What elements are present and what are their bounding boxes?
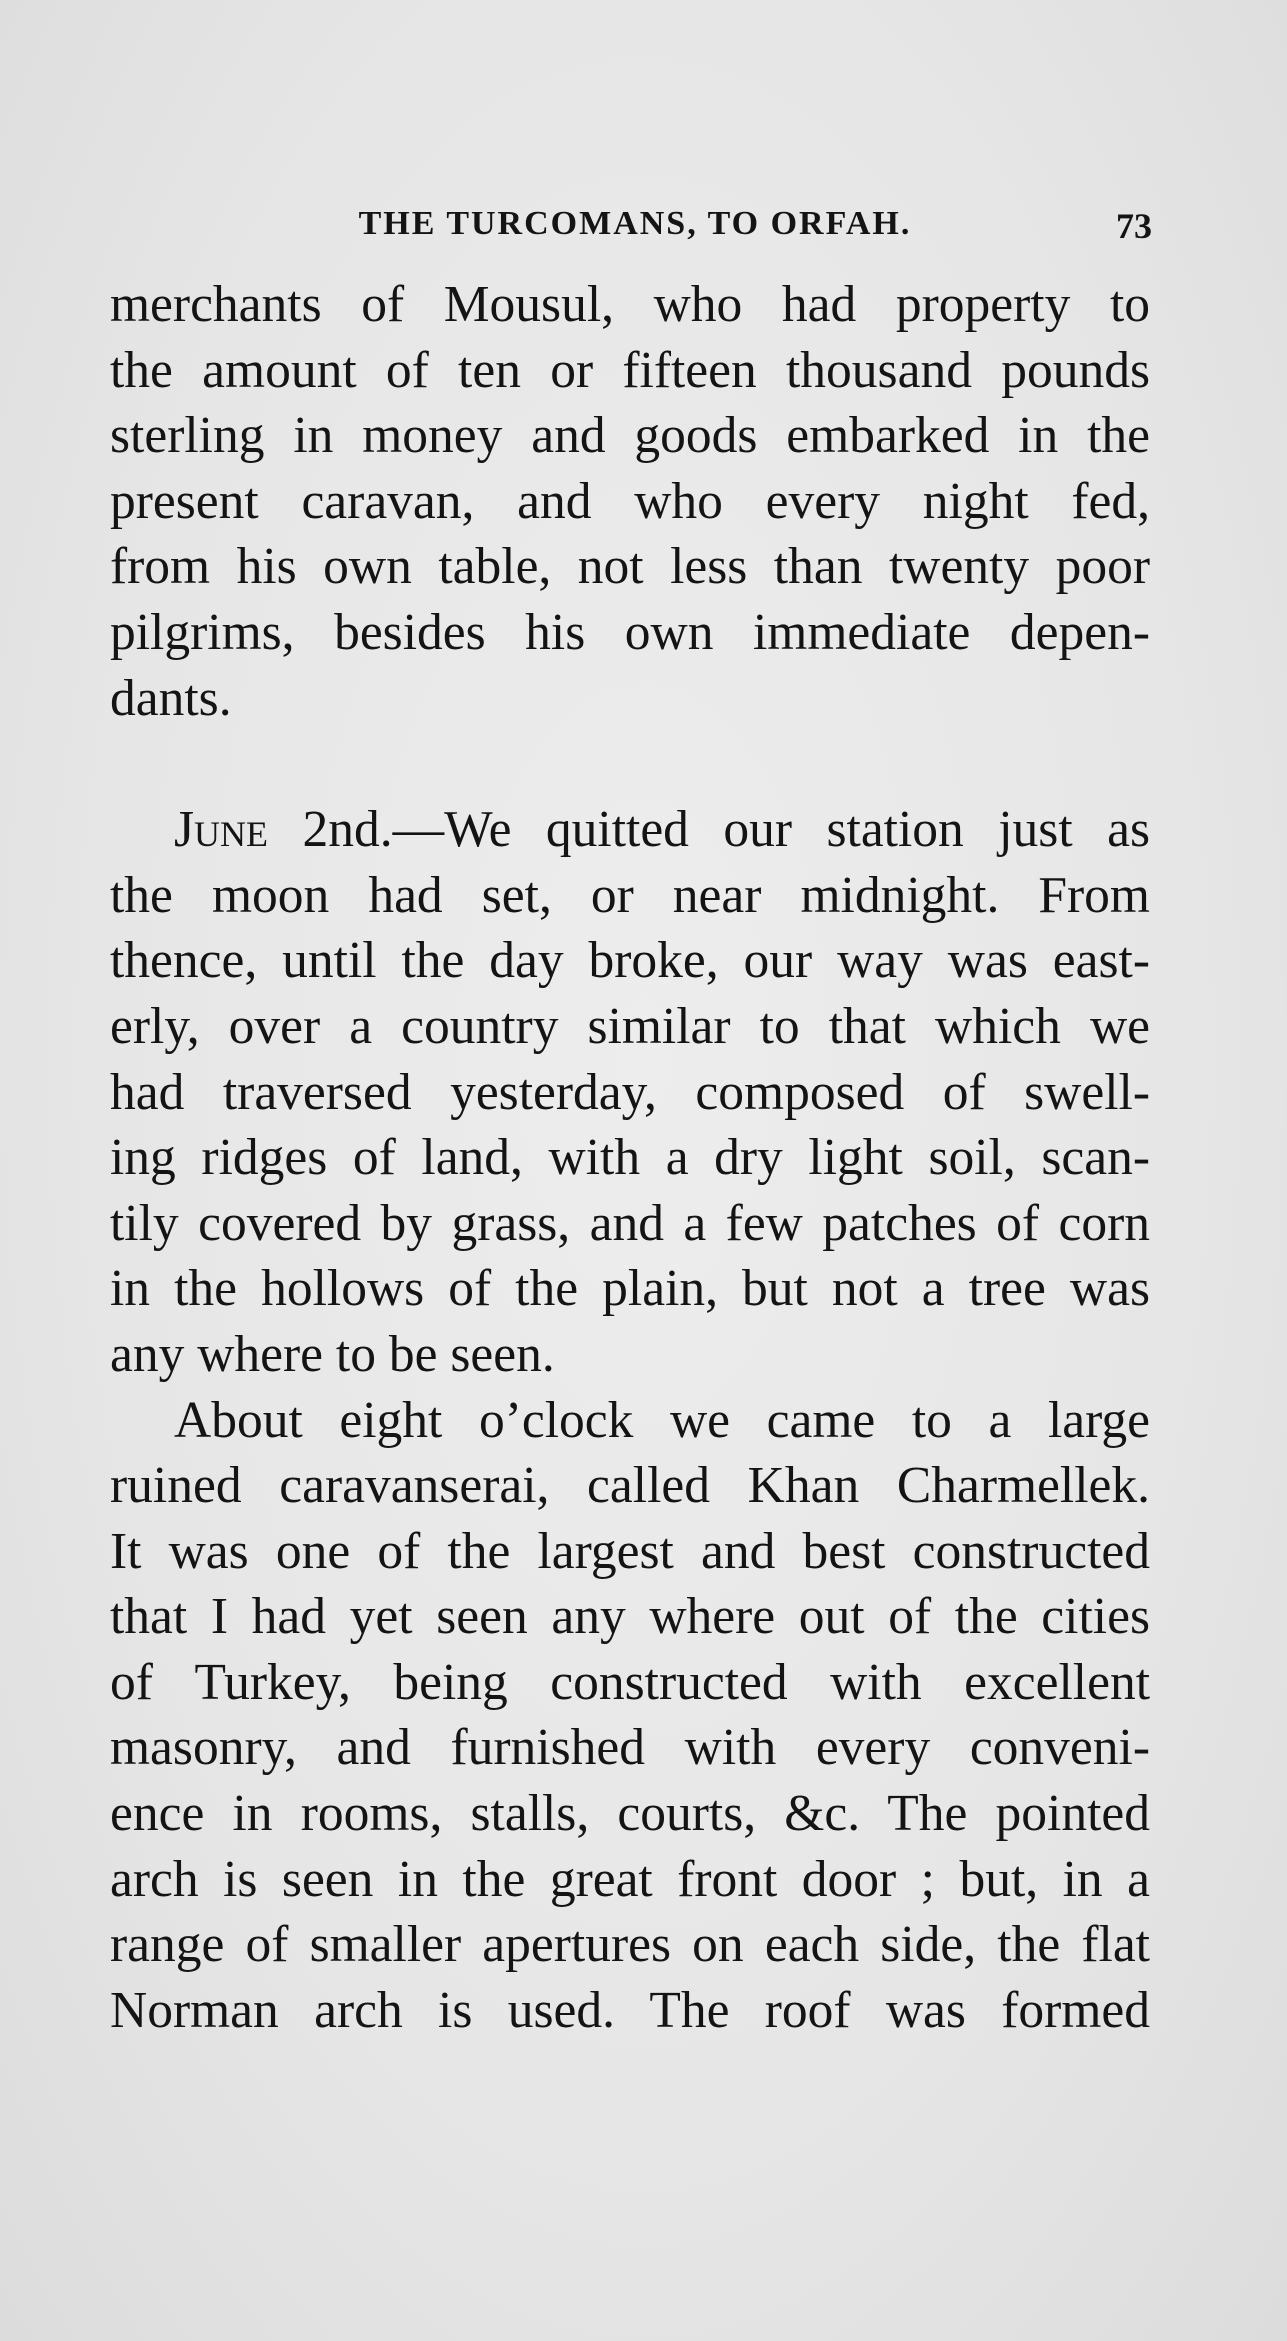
text-line: erly, over a country similar to that which we [110,997,1150,1055]
page-number: 73 [1116,206,1152,246]
running-title: THE TURCOMANS, TO ORFAH. [358,205,912,242]
paragraph-1 [110,272,1150,731]
text-line: that I had yet seen any where out of the cities [110,1588,1150,1646]
text-line: in the hollows of the plain, but not a tree was [110,1260,1150,1318]
text-line: tily covered by grass, and a few patches of corn [110,1194,1150,1252]
text-line: from his own table, not less than twenty poor [110,538,1150,596]
text-line: About eight o’clock we came to a large [174,1391,1150,1449]
text-line: arch is seen in the great front door ; but, in a [110,1850,1150,1908]
text-line: sterling in money and goods embarked in the [110,407,1150,465]
paragraph-2 [110,797,1150,1387]
date-label: June [174,801,269,859]
paragraph-3 [110,1388,1150,2044]
text-line: It was one of the largest and best constructed [110,1522,1150,1580]
text-line: Norman arch is used. The roof was formed [110,1981,1150,2039]
text-line: any where to be seen. [110,1325,555,1383]
text-line: masonry, and furnished with every conveni- [110,1719,1150,1777]
text-line: ence in rooms, stalls, courts, &c. The pointed [110,1785,1150,1843]
text-line: thence, until the day broke, our way was east- [110,932,1150,990]
text-line: the moon had set, or near midnight. From [110,866,1150,924]
text-line: pilgrims, besides his own immediate depen- [110,603,1150,661]
text-line: of Turkey, being constructed with excellent [110,1653,1150,1711]
running-head [110,205,1150,255]
text-line: ruined caravanserai, called Khan Charmellek. [110,1457,1150,1515]
text-line: merchants of Mousul, who had property to [110,276,1150,333]
text-line: range of smaller apertures on each side, the flat [110,1916,1150,1974]
paragraph-gap [110,731,1150,797]
text-line: the amount of ten or fifteen thousand pounds [110,341,1150,399]
text-line [110,797,1150,863]
text-line: ing ridges of land, with a dry light soil, scan- [110,1129,1150,1187]
text-line: dants. [110,669,232,727]
text-line: present caravan, and who every night fed, [110,472,1150,530]
body-text [110,272,1150,2043]
first-line-text: 2nd.—We quitted our station just as [268,801,1150,859]
text-line: had traversed yesterday, composed of swell- [110,1063,1150,1121]
